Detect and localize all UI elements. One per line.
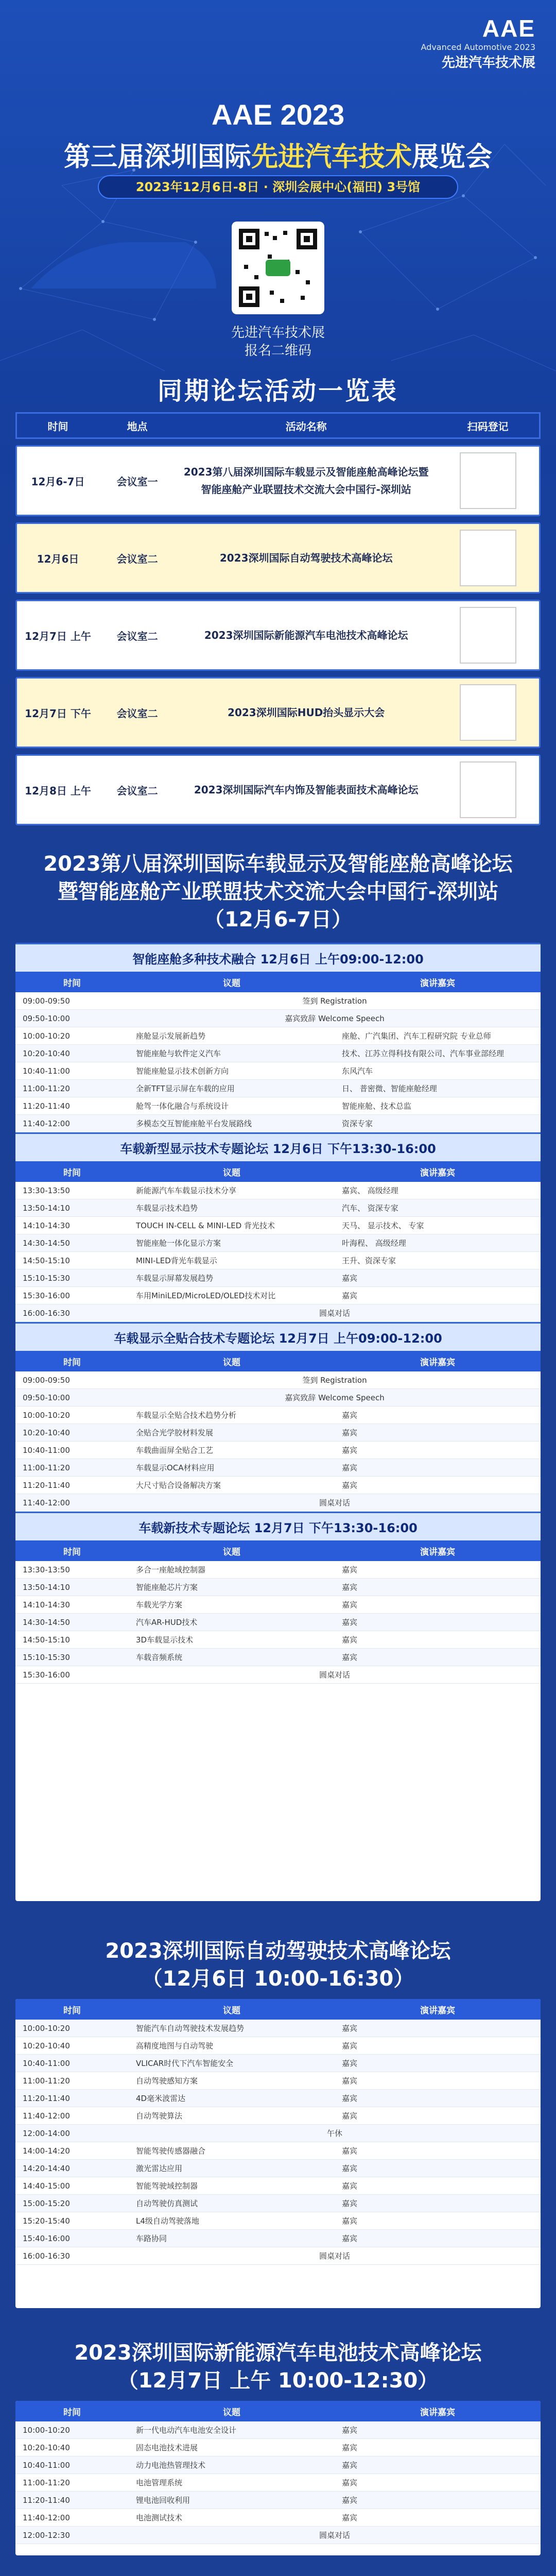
agenda-topic: 签到 Registration <box>302 996 367 1006</box>
agenda-row <box>15 1252 541 1269</box>
agenda-row <box>15 2212 541 2230</box>
agenda-time: 14:10-14:30 <box>23 1221 70 1230</box>
row-name: 2023深圳国际自动驾驶技术高峰论坛 <box>219 552 393 564</box>
agenda-time: 11:40-12:00 <box>23 1498 70 1507</box>
row-place: 会议室二 <box>116 552 158 565</box>
agenda-header-row <box>15 1161 541 1182</box>
agenda-row <box>15 1596 541 1614</box>
agenda-topic: 车载曲面屏全贴合工艺 <box>136 1446 214 1455</box>
agenda-topic: 固态电池技术进展 <box>136 2443 198 2452</box>
agenda-time: 09:50-10:00 <box>23 1393 70 1402</box>
agenda-topic: 全贴合光学胶材料发展 <box>136 1428 214 1437</box>
agenda-topic: 圆桌对话 <box>319 2531 350 2540</box>
agenda-row <box>15 2160 541 2177</box>
agenda-time: 11:00-11:20 <box>23 2076 70 2086</box>
agenda-subsection-title: 智能座舱多种技术融合 12月6日 上午09:00-12:00 <box>15 943 541 972</box>
agenda-speaker: 嘉宾 <box>342 2146 358 2156</box>
agenda-time: 10:00-10:20 <box>23 1031 70 1041</box>
agenda-row <box>15 1371 541 1389</box>
agenda-topic: 圆桌对话 <box>319 1309 350 1318</box>
agenda-speaker: 技术、江苏立得科技有限公司、汽车事业部经理 <box>342 1049 505 1058</box>
agenda-row <box>15 2456 541 2474</box>
agenda-header-cell: 演讲嘉宾 <box>420 978 455 989</box>
agenda-row <box>15 2492 541 2509</box>
agenda-speaker: 嘉宾 <box>342 1428 358 1437</box>
agenda-speaker: 王升、资深专家 <box>342 1256 396 1265</box>
row-time: 12月7日 下午 <box>25 707 91 720</box>
agenda-time: 10:40-11:00 <box>23 1445 70 1455</box>
forum-qr-icon[interactable] <box>460 607 516 664</box>
agenda-topic: 嘉宾致辞 Welcome Speech <box>285 1393 385 1402</box>
agenda-header-cell: 演讲嘉宾 <box>420 1167 455 1178</box>
agenda-time: 14:20-14:40 <box>23 2163 70 2173</box>
agenda-row <box>15 1097 541 1115</box>
agenda-row <box>15 1062 541 1080</box>
agenda-speaker: 座舱、广汽集团、汽车工程研究院 专业总师 <box>342 1031 491 1041</box>
agenda-row <box>15 2107 541 2125</box>
agenda-row <box>15 1666 541 1684</box>
agenda-speaker: 嘉宾 <box>342 1618 358 1627</box>
agenda-time: 11:00-11:20 <box>23 2478 70 2487</box>
forum2-agenda-table <box>15 1999 541 2308</box>
agenda-row <box>15 2527 541 2544</box>
agenda-time: 10:40-11:00 <box>23 1066 70 1076</box>
agenda-row <box>15 2177 541 2195</box>
agenda-speaker: 嘉宾 <box>342 1463 358 1472</box>
agenda-topic: 智能座舱与软件定义汽车 <box>136 1049 221 1058</box>
agenda-time: 14:50-15:10 <box>23 1635 70 1645</box>
forum3-title <box>0 2339 556 2395</box>
row-name: 2023深圳国际汽车内饰及智能表面技术高峰论坛 <box>194 784 419 796</box>
agenda-topic: 舱驾一体化融合与系统设计 <box>136 1101 229 1111</box>
agenda-header-row <box>15 972 541 992</box>
agenda-time: 13:30-13:50 <box>23 1185 70 1195</box>
agenda-row <box>15 2055 541 2072</box>
agenda-speaker: 汽车、 资深专家 <box>342 1204 398 1213</box>
agenda-row <box>15 1561 541 1579</box>
agenda-row <box>15 2509 541 2527</box>
agenda-row <box>15 1442 541 1459</box>
qr-icon <box>239 229 317 307</box>
agenda-header-row <box>15 2401 541 2421</box>
agenda-row <box>15 1217 541 1234</box>
header-register: 扫码登记 <box>467 420 509 433</box>
agenda-topic: 午休 <box>326 2129 342 2138</box>
agenda-time: 15:20-15:40 <box>23 2216 70 2226</box>
agenda-time: 10:40-11:00 <box>23 2460 70 2470</box>
agenda-row <box>15 1424 541 1442</box>
agenda-time: 14:40-15:00 <box>23 2181 70 2191</box>
agenda-header-cell: 议题 <box>223 978 240 989</box>
schedule-row <box>15 522 541 594</box>
agenda-header-cell: 时间 <box>63 1357 81 1368</box>
agenda-speaker: 嘉宾 <box>342 2181 358 2191</box>
event-title <box>0 135 556 174</box>
forum2-title <box>0 1937 556 1993</box>
agenda-row <box>15 1649 541 1666</box>
agenda-row <box>15 1287 541 1304</box>
agenda-time: 13:50-14:10 <box>23 1203 70 1213</box>
agenda-time: 10:00-10:20 <box>23 2425 70 2435</box>
agenda-topic: L4级自动驾驶落地 <box>136 2216 199 2226</box>
agenda-speaker: 嘉宾 <box>342 1635 358 1645</box>
agenda-speaker: 嘉宾 <box>342 2478 358 2487</box>
agenda-topic: VLICAR时代下汽车智能安全 <box>136 2059 234 2068</box>
header-place: 地点 <box>127 420 148 433</box>
agenda-header-cell: 议题 <box>223 1357 240 1368</box>
agenda-topic: 电池管理系统 <box>136 2478 183 2487</box>
agenda-speaker: 嘉宾 <box>342 2216 358 2226</box>
agenda-topic: 自动驾驶算法 <box>136 2111 183 2121</box>
schedule-row <box>15 754 541 825</box>
forum-qr-icon[interactable] <box>460 530 516 586</box>
aae-logo <box>421 14 535 71</box>
agenda-topic: 新一代电动汽车电池安全设计 <box>136 2426 237 2435</box>
agenda-speaker: 嘉宾 <box>342 1291 358 1300</box>
agenda-topic: 锂电池回收利用 <box>136 2496 190 2505</box>
agenda-header-cell: 时间 <box>63 1547 81 1557</box>
agenda-topic: 车载显示技术趋势 <box>136 1204 198 1213</box>
agenda-time: 10:40-11:00 <box>23 2058 70 2068</box>
agenda-topic: 多模态交互智能座舱平台发展路线 <box>136 1119 252 1128</box>
row-place: 会议室二 <box>116 707 158 720</box>
agenda-row <box>15 1631 541 1649</box>
agenda-time: 11:00-11:20 <box>23 1083 70 1093</box>
agenda-header-cell: 时间 <box>63 1167 81 1178</box>
agenda-time: 14:10-14:30 <box>23 1600 70 1609</box>
agenda-time: 11:20-11:40 <box>23 2093 70 2103</box>
agenda-speaker: 嘉宾 <box>342 1446 358 1455</box>
forum2-title-line1: 2023深圳国际自动驾驶技术高峰论坛 <box>105 1939 451 1963</box>
agenda-time: 15:30-16:00 <box>23 1291 70 1300</box>
agenda-time: 10:20-10:40 <box>23 2443 70 2452</box>
agenda-header-cell: 时间 <box>63 978 81 989</box>
title-highlight: 先进汽车技术 <box>251 142 412 173</box>
agenda-topic: 座舱显示发展新趋势 <box>136 1031 206 1041</box>
logo-chinese: 先进汽车技术展 <box>441 55 535 71</box>
agenda-row <box>15 2195 541 2212</box>
agenda-time: 10:20-10:40 <box>23 1048 70 1058</box>
agenda-time: 10:00-10:20 <box>23 2023 70 2033</box>
agenda-time: 11:40-12:00 <box>23 2513 70 2522</box>
agenda-speaker: 嘉宾 <box>342 2041 358 2050</box>
agenda-row <box>15 2230 541 2247</box>
hero-banner <box>0 0 556 412</box>
row-name: 2023第八届深圳国际车载显示及智能座舱高峰论坛暨智能座舱产业联盟技术交流大会中国行-深圳站 <box>183 466 429 496</box>
agenda-time: 12:00-14:00 <box>23 2128 70 2138</box>
schedule-header-row <box>15 412 541 439</box>
row-place: 会议室二 <box>116 630 158 642</box>
forum1-title-line2: 暨智能座舱产业联盟技术交流大会中国行-深圳站 <box>57 880 499 904</box>
agenda-time: 16:00-16:30 <box>23 2251 70 2261</box>
agenda-topic: 嘉宾致辞 Welcome Speech <box>285 1014 385 1023</box>
agenda-speaker: 嘉宾 <box>342 2164 358 2173</box>
registration-qr-code[interactable] <box>232 222 324 314</box>
agenda-time: 09:00-09:50 <box>23 996 70 1006</box>
agenda-speaker: 叶海程、 高级经理 <box>342 1239 406 1248</box>
agenda-speaker: 资深专家 <box>342 1119 373 1128</box>
agenda-topic: 车载显示全贴合技术趋势分析 <box>136 1411 237 1420</box>
agenda-time: 14:30-14:50 <box>23 1238 70 1248</box>
agenda-topic: 高精度地图与自动驾驶 <box>136 2041 214 2050</box>
agenda-row <box>15 2421 541 2439</box>
agenda-row <box>15 2247 541 2265</box>
agenda-topic: 车载光学方案 <box>136 1600 183 1609</box>
agenda-time: 11:20-11:40 <box>23 1101 70 1111</box>
forum2-title-line2: （12月6日 10:00-16:30） <box>142 1967 414 1991</box>
agenda-row <box>15 1045 541 1062</box>
agenda-time: 15:10-15:30 <box>23 1273 70 1283</box>
agenda-speaker: 嘉宾 <box>342 2426 358 2435</box>
agenda-speaker: 嘉宾 <box>342 1481 358 1490</box>
agenda-time: 09:50-10:00 <box>23 1013 70 1023</box>
agenda-time: 15:30-16:00 <box>23 1670 70 1680</box>
agenda-topic: TOUCH IN-CELL & MINI-LED 背光技术 <box>136 1221 275 1230</box>
agenda-time: 10:20-10:40 <box>23 2041 70 2050</box>
agenda-speaker: 嘉宾 <box>342 1411 358 1420</box>
agenda-topic: 智能驾驶域控制器 <box>136 2181 198 2191</box>
logo-english: Advanced Automotive 2023 <box>421 42 535 52</box>
agenda-speaker: 嘉宾 <box>342 2496 358 2505</box>
event-year-title: AAE 2023 <box>211 98 345 131</box>
agenda-header-cell: 议题 <box>223 2407 240 2418</box>
agenda-topic: 圆桌对话 <box>319 1670 350 1680</box>
agenda-header-cell: 演讲嘉宾 <box>420 2005 455 2016</box>
agenda-speaker: 嘉宾 <box>342 1565 358 1574</box>
row-time: 12月8日 上午 <box>25 784 91 797</box>
agenda-topic: 新能源汽车车载显示技术分享 <box>136 1186 237 1195</box>
agenda-topic: 车载显示屏幕发展趋势 <box>136 1274 214 1283</box>
agenda-row <box>15 1115 541 1132</box>
agenda-topic: 大尺寸贴合设备解决方案 <box>136 1481 221 1490</box>
forum1-agenda-table <box>15 943 541 1901</box>
agenda-subsection-title: 车载显示全贴合技术专题论坛 12月7日 上午09:00-12:00 <box>15 1322 541 1351</box>
agenda-speaker: 嘉宾 <box>342 2234 358 2243</box>
agenda-speaker: 东风汽车 <box>342 1066 373 1076</box>
agenda-row <box>15 1477 541 1494</box>
agenda-topic: 3D车载显示技术 <box>136 1635 194 1645</box>
agenda-row <box>15 1010 541 1027</box>
forum-qr-icon[interactable] <box>460 761 516 818</box>
agenda-subsection-title: 车载新技术专题论坛 12月7日 下午13:30-16:00 <box>15 1512 541 1540</box>
agenda-row <box>15 2142 541 2160</box>
row-time: 12月7日 上午 <box>25 630 91 642</box>
agenda-speaker: 嘉宾 <box>342 2076 358 2086</box>
row-name: 2023深圳国际新能源汽车电池技术高峰论坛 <box>204 629 408 641</box>
agenda-header-cell: 时间 <box>63 2005 81 2016</box>
agenda-topic: 自动驾驶仿真测试 <box>136 2199 198 2208</box>
agenda-row <box>15 2125 541 2142</box>
agenda-speaker: 嘉宾 <box>342 2461 358 2470</box>
qr-label-line-1: 先进汽车技术展 <box>231 325 325 341</box>
date-venue-bar: 2023年12月6日-8日 · 深圳会展中心(福田) 3号馆 <box>98 175 458 199</box>
forum1-title-line3: （12月6-7日） <box>204 908 352 931</box>
agenda-topic: 车载显示OCA材料应用 <box>136 1463 215 1472</box>
agenda-speaker: 智能座舱、技术总监 <box>342 1101 412 1111</box>
row-name: 2023深圳国际HUD抬头显示大会 <box>228 706 385 719</box>
agenda-row <box>15 2072 541 2090</box>
agenda-time: 09:00-09:50 <box>23 1375 70 1385</box>
agenda-time: 15:00-15:20 <box>23 2198 70 2208</box>
agenda-topic: 智能座舱显示技术创新方向 <box>136 1066 229 1076</box>
agenda-subsection-title: 车载新型显示技术专题论坛 12月6日 下午13:30-16:00 <box>15 1132 541 1161</box>
schedule-row <box>15 677 541 748</box>
agenda-time: 10:00-10:20 <box>23 1410 70 1420</box>
agenda-topic: 全新TFT显示屏在车载的应用 <box>136 1084 235 1093</box>
agenda-time: 11:00-11:20 <box>23 1463 70 1472</box>
agenda-topic: 签到 Registration <box>302 1376 367 1385</box>
agenda-row <box>15 1199 541 1217</box>
agenda-speaker: 嘉宾、 高级经理 <box>342 1186 398 1195</box>
forum1-title-line1: 2023第八届深圳国际车载显示及智能座舱高峰论坛 <box>43 852 513 876</box>
agenda-row <box>15 1459 541 1477</box>
agenda-time: 13:50-14:10 <box>23 1582 70 1592</box>
agenda-row <box>15 1389 541 1406</box>
agenda-speaker: 天马、 显示技术、 专家 <box>342 1221 424 1230</box>
header-activity: 活动名称 <box>285 420 327 433</box>
agenda-topic: 激光雷达应用 <box>136 2164 183 2173</box>
row-place: 会议室一 <box>116 475 158 488</box>
agenda-row <box>15 2439 541 2456</box>
agenda-row <box>15 2090 541 2107</box>
agenda-topic: 智能座舱芯片方案 <box>136 1583 198 1592</box>
agenda-row <box>15 2020 541 2037</box>
agenda-speaker: 嘉宾 <box>342 2059 358 2068</box>
agenda-header-cell: 议题 <box>223 1547 240 1557</box>
forum-schedule-table <box>15 412 541 855</box>
agenda-time: 10:20-10:40 <box>23 1428 70 1437</box>
agenda-header-row <box>15 1999 541 2020</box>
agenda-header-row <box>15 1540 541 1561</box>
agenda-topic: 车路协同 <box>136 2234 167 2243</box>
agenda-speaker: 嘉宾 <box>342 2513 358 2522</box>
agenda-topic: 车载音频系统 <box>136 1653 183 1662</box>
agenda-topic: 智能驾驶传感器融合 <box>136 2146 206 2156</box>
forum-qr-icon[interactable] <box>460 684 516 741</box>
agenda-topic: 动力电池热管理技术 <box>136 2461 206 2470</box>
agenda-header-cell: 演讲嘉宾 <box>420 2407 455 2418</box>
agenda-time: 12:00-12:30 <box>23 2530 70 2540</box>
agenda-time: 14:00-14:20 <box>23 2146 70 2156</box>
forum-qr-icon[interactable] <box>460 452 516 509</box>
agenda-topic: 车用MiniLED/MicroLED/OLED技术对比 <box>136 1291 276 1300</box>
agenda-header-cell: 演讲嘉宾 <box>420 1547 455 1557</box>
agenda-row <box>15 1494 541 1512</box>
forum1-title <box>0 850 556 934</box>
agenda-row <box>15 1027 541 1045</box>
agenda-topic: 智能汽车自动驾驶技术发展趋势 <box>136 2024 245 2033</box>
agenda-topic: 圆桌对话 <box>319 1498 350 1507</box>
forum3-agenda-table <box>15 2401 541 2555</box>
agenda-row <box>15 1406 541 1424</box>
agenda-topic: 多合一座舱域控制器 <box>136 1565 206 1574</box>
schedule-section-title: 同期论坛活动一览表 <box>157 377 398 405</box>
forum3-title-line1: 2023深圳国际新能源汽车电池技术高峰论坛 <box>74 2341 482 2365</box>
agenda-time: 11:20-11:40 <box>23 2495 70 2505</box>
agenda-speaker: 日、 普密微、智能座舱经理 <box>342 1084 437 1093</box>
agenda-row <box>15 1182 541 1199</box>
agenda-time: 16:00-16:30 <box>23 1308 70 1318</box>
agenda-speaker: 嘉宾 <box>342 2443 358 2452</box>
agenda-speaker: 嘉宾 <box>342 2024 358 2033</box>
agenda-topic: 4D毫米波雷达 <box>136 2094 186 2103</box>
agenda-time: 14:30-14:50 <box>23 1617 70 1627</box>
header-time: 时间 <box>47 420 68 433</box>
row-time: 12月6日 <box>37 552 79 565</box>
agenda-header-cell: 议题 <box>223 1167 240 1178</box>
agenda-speaker: 嘉宾 <box>342 2094 358 2103</box>
agenda-topic: 电池测试技术 <box>136 2513 183 2522</box>
agenda-header-row <box>15 1351 541 1371</box>
agenda-speaker: 嘉宾 <box>342 1600 358 1609</box>
agenda-speaker: 嘉宾 <box>342 1583 358 1592</box>
agenda-time: 11:20-11:40 <box>23 1480 70 1490</box>
forum3-title-line2: （12月7日 上午 10:00-12:30） <box>117 2369 439 2393</box>
title-part-3: 展览会 <box>412 142 493 173</box>
agenda-time: 13:30-13:50 <box>23 1565 70 1574</box>
agenda-speaker: 嘉宾 <box>342 2199 358 2208</box>
agenda-speaker: 嘉宾 <box>342 2111 358 2121</box>
agenda-row <box>15 2474 541 2492</box>
agenda-row <box>15 992 541 1010</box>
agenda-time: 15:10-15:30 <box>23 1652 70 1662</box>
agenda-row <box>15 1234 541 1252</box>
agenda-time: 11:40-12:00 <box>23 2111 70 2121</box>
logo-text: AAE <box>482 15 535 42</box>
agenda-topic: 汽车AR-HUD技术 <box>136 1618 198 1627</box>
agenda-row <box>15 1269 541 1287</box>
row-time: 12月6-7日 <box>31 475 85 488</box>
agenda-speaker: 嘉宾 <box>342 1653 358 1662</box>
agenda-row <box>15 1614 541 1631</box>
schedule-row <box>15 445 541 516</box>
agenda-row <box>15 2037 541 2055</box>
schedule-row <box>15 600 541 671</box>
agenda-speaker: 嘉宾 <box>342 1274 358 1283</box>
agenda-row <box>15 1304 541 1322</box>
agenda-topic: MINI-LED背光车载显示 <box>136 1256 217 1265</box>
agenda-topic: 圆桌对话 <box>319 2251 350 2261</box>
agenda-row <box>15 1579 541 1596</box>
qr-label-line-2: 报名二维码 <box>244 343 311 359</box>
agenda-header-cell: 演讲嘉宾 <box>420 1357 455 1368</box>
agenda-topic: 智能座舱一体化显示方案 <box>136 1239 221 1248</box>
agenda-time: 14:50-15:10 <box>23 1256 70 1265</box>
agenda-row <box>15 1080 541 1097</box>
title-part-1: 第三届深圳国际 <box>63 142 251 173</box>
agenda-header-cell: 时间 <box>63 2407 81 2418</box>
row-place: 会议室二 <box>116 784 158 797</box>
agenda-topic: 自动驾驶感知方案 <box>136 2076 198 2086</box>
agenda-time: 15:40-16:00 <box>23 2233 70 2243</box>
agenda-time: 11:40-12:00 <box>23 1118 70 1128</box>
agenda-header-cell: 议题 <box>223 2005 240 2016</box>
